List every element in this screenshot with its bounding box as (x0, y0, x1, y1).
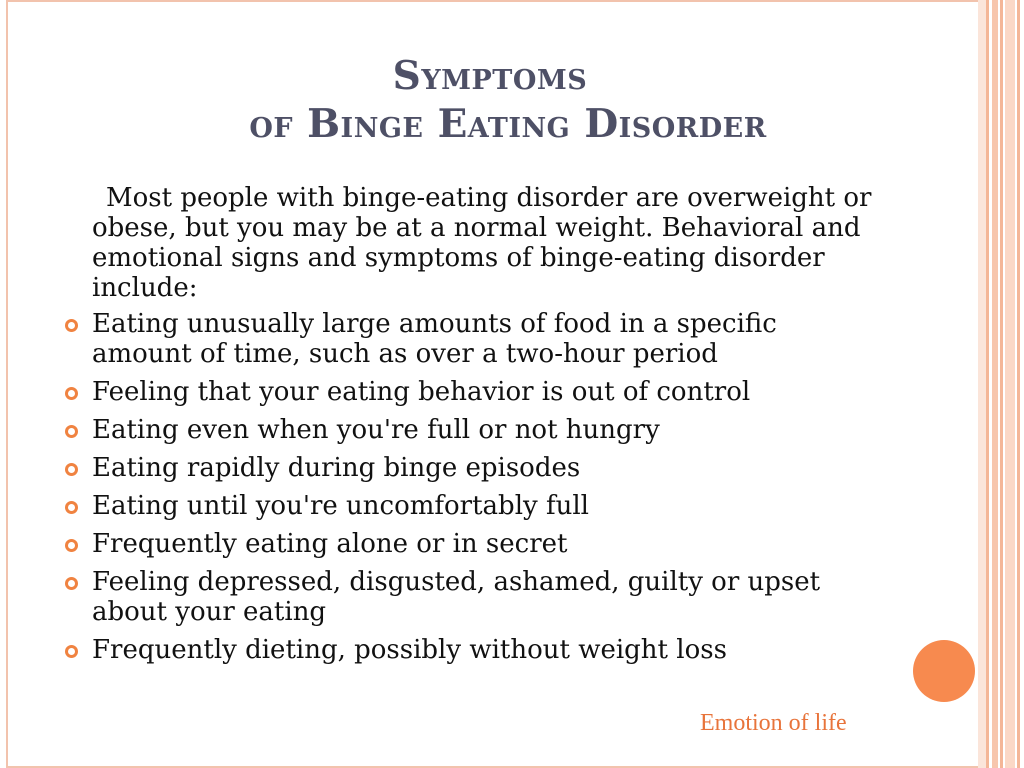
slide-title (0, 52, 980, 148)
right-stripe (986, 0, 989, 768)
list-item (92, 309, 872, 369)
list-item (92, 529, 872, 559)
title-line-1: Symptoms (392, 53, 588, 99)
ring-bullet-icon (65, 501, 78, 514)
title-line-2: of Binge Eating Disorder (249, 101, 767, 147)
list-item (92, 415, 872, 445)
ring-bullet-icon (65, 463, 78, 476)
intro-paragraph: Most people with binge-eating disorder are overweight or obese, but you may be at a normal weight. Behavioral and emotional signs and symptoms of binge-eating disorder include: (92, 183, 872, 303)
ring-bullet-icon (65, 425, 78, 438)
list-item (92, 491, 872, 521)
ring-bullet-icon (65, 319, 78, 332)
list-item (92, 377, 872, 407)
list-item-text: Eating rapidly during binge episodes (92, 453, 581, 483)
list-item-text: Feeling that your eating behavior is out of control (92, 377, 751, 407)
symptom-list (92, 309, 872, 665)
list-item-text: Frequently dieting, possibly without weight loss (92, 635, 727, 665)
list-item-text: Eating until you're uncomfortably full (92, 491, 589, 521)
list-item-text: Frequently eating alone or in secret (92, 529, 568, 559)
orange-circle-icon (913, 640, 975, 702)
list-item (92, 453, 872, 483)
right-stripe (1005, 0, 1015, 768)
list-item (92, 635, 872, 665)
right-stripe (992, 0, 998, 768)
ring-bullet-icon (65, 539, 78, 552)
right-stripe (1017, 0, 1020, 768)
list-item (92, 567, 872, 627)
ring-bullet-icon (65, 645, 78, 658)
right-stripe (1000, 0, 1003, 768)
top-border (6, 0, 986, 2)
list-item-text: Feeling depressed, disgusted, ashamed, guilty or upset about your eating (92, 567, 821, 627)
slide-body (92, 183, 872, 673)
list-item-text: Eating even when you're full or not hungry (92, 415, 660, 445)
footer-text: Emotion of life (700, 710, 847, 736)
ring-bullet-icon (65, 387, 78, 400)
list-item-text: Eating unusually large amounts of food in a specific amount of time, such as over a two-hour period (92, 309, 777, 369)
ring-bullet-icon (65, 577, 78, 590)
